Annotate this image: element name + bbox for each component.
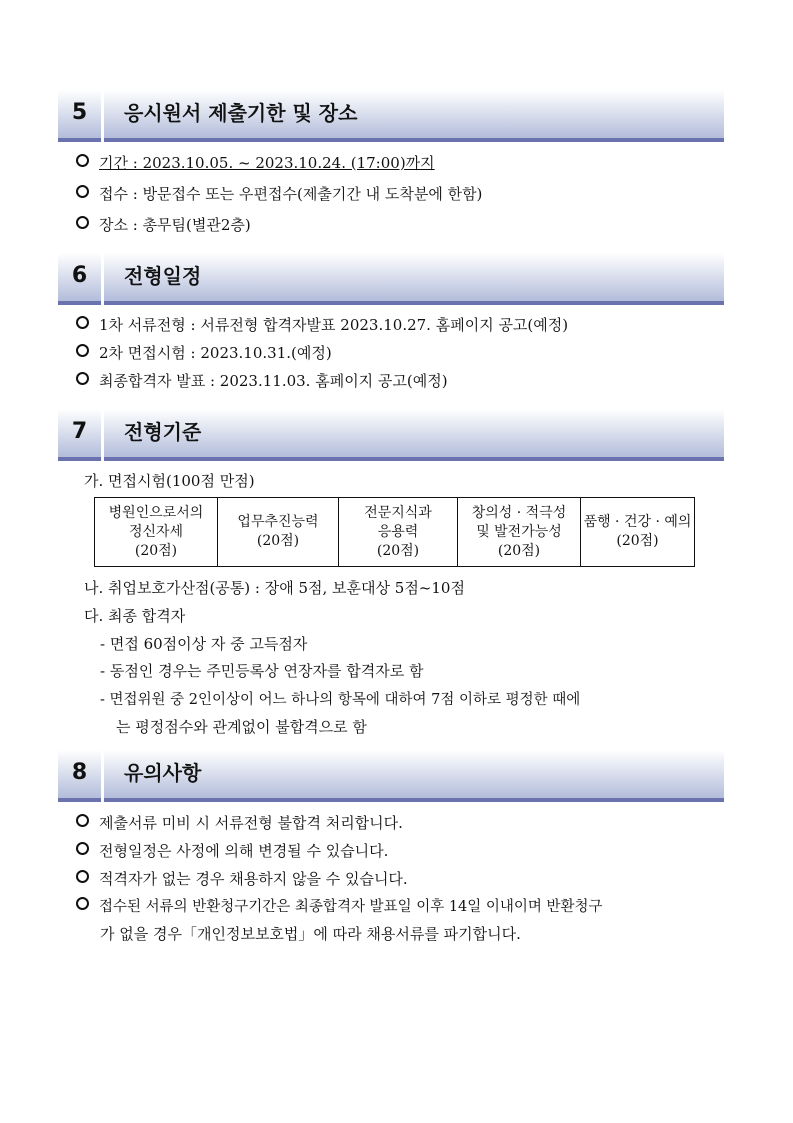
bullet-item [76,812,403,833]
section-5-header [58,90,724,142]
circle-bullet-icon [76,154,89,167]
section-title-bar [104,750,724,802]
criteria-cell: 업무추진능력 (20점) [218,498,339,567]
notice-text: 접수된 서류의 반환청구기간은 최종합격자 발표일 이후 14일 이내이며 반환청구 [99,899,603,915]
section-7-header [58,409,724,461]
bullet-item [76,370,448,391]
section-number: 6 [58,253,101,305]
schedule-text: 2차 면접시험 : 2023.10.31.(예정) [99,344,332,362]
circle-bullet-icon [76,814,89,827]
dash-item: - 면접위원 중 2인이상이 어느 하나의 항목에 대하여 7점 이하로 평정한 때에 [100,692,581,708]
criteria-table [94,497,695,567]
reception-text: 접수 : 방문접수 또는 우편접수(제출기간 내 도착분에 한함) [99,185,483,203]
notice-text: 적격자가 없는 경우 채용하지 않을 수 있습니다. [99,870,408,888]
section-number: 8 [58,750,101,802]
bullet-item [76,895,603,916]
schedule-text: 최종합격자 발표 : 2023.11.03. 홈페이지 공고(예정) [99,372,448,390]
section-title: 전형기준 [124,420,202,444]
notice-text: 제출서류 미비 시 서류전형 불합격 처리합니다. [99,814,403,832]
bullet-item [76,314,568,335]
bullet-item [76,152,435,173]
section-8-header [58,750,724,802]
section-6-header [58,253,724,305]
section-number: 7 [58,409,101,461]
section-title-bar [104,90,724,142]
criteria-cell: 병원인으로서의 정신자세 (20점) [95,498,218,567]
circle-bullet-icon [76,316,89,329]
circle-bullet-icon [76,344,89,357]
dash-item: - 면접 60점이상 자 중 고득점자 [100,635,308,653]
section-number: 5 [58,90,101,142]
circle-bullet-icon [76,897,89,910]
sub-heading-b: 나. 취업보호가산점(공통) : 장애 5점, 보훈대상 5점~10점 [84,579,465,597]
sub-heading-a: 가. 면접시험(100점 만점) [84,472,255,490]
period-text: 기간 : 2023.10.05. ~ 2023.10.24. (17:00)까지 [99,154,435,172]
bullet-item [76,868,408,889]
schedule-text: 1차 서류전형 : 서류전형 합격자발표 2023.10.27. 홈페이지 공고(예정) [99,316,569,334]
criteria-cell: 품행 · 건강 · 예의 (20점) [581,498,695,567]
bullet-item [76,840,388,861]
section-title: 전형일정 [124,264,202,288]
section-title: 응시원서 제출기한 및 장소 [124,101,358,125]
bullet-item [76,342,332,363]
criteria-cell: 전문지식과 응용력 (20점) [339,498,458,567]
section-title-bar [104,253,724,305]
bullet-item [76,214,251,235]
bullet-item [76,183,482,204]
section-title-bar [104,409,724,461]
place-text: 장소 : 총무팀(별관2층) [99,216,251,234]
notice-text-continued: 가 없을 경우「개인정보보호법」에 따라 채용서류를 파기합니다. [100,925,521,943]
section-title: 유의사항 [124,761,202,785]
sub-heading-c: 다. 최종 합격자 [84,607,186,625]
circle-bullet-icon [76,870,89,883]
dash-item: - 동점인 경우는 주민등록상 연장자를 합격자로 함 [100,662,424,680]
circle-bullet-icon [76,185,89,198]
circle-bullet-icon [76,216,89,229]
circle-bullet-icon [76,842,89,855]
criteria-cell: 창의성 · 적극성 및 발전가능성 (20점) [458,498,581,567]
circle-bullet-icon [76,372,89,385]
dash-item-continued: 는 평정점수와 관계없이 불합격으로 함 [116,718,367,736]
notice-text: 전형일정은 사정에 의해 변경될 수 있습니다. [99,842,389,860]
